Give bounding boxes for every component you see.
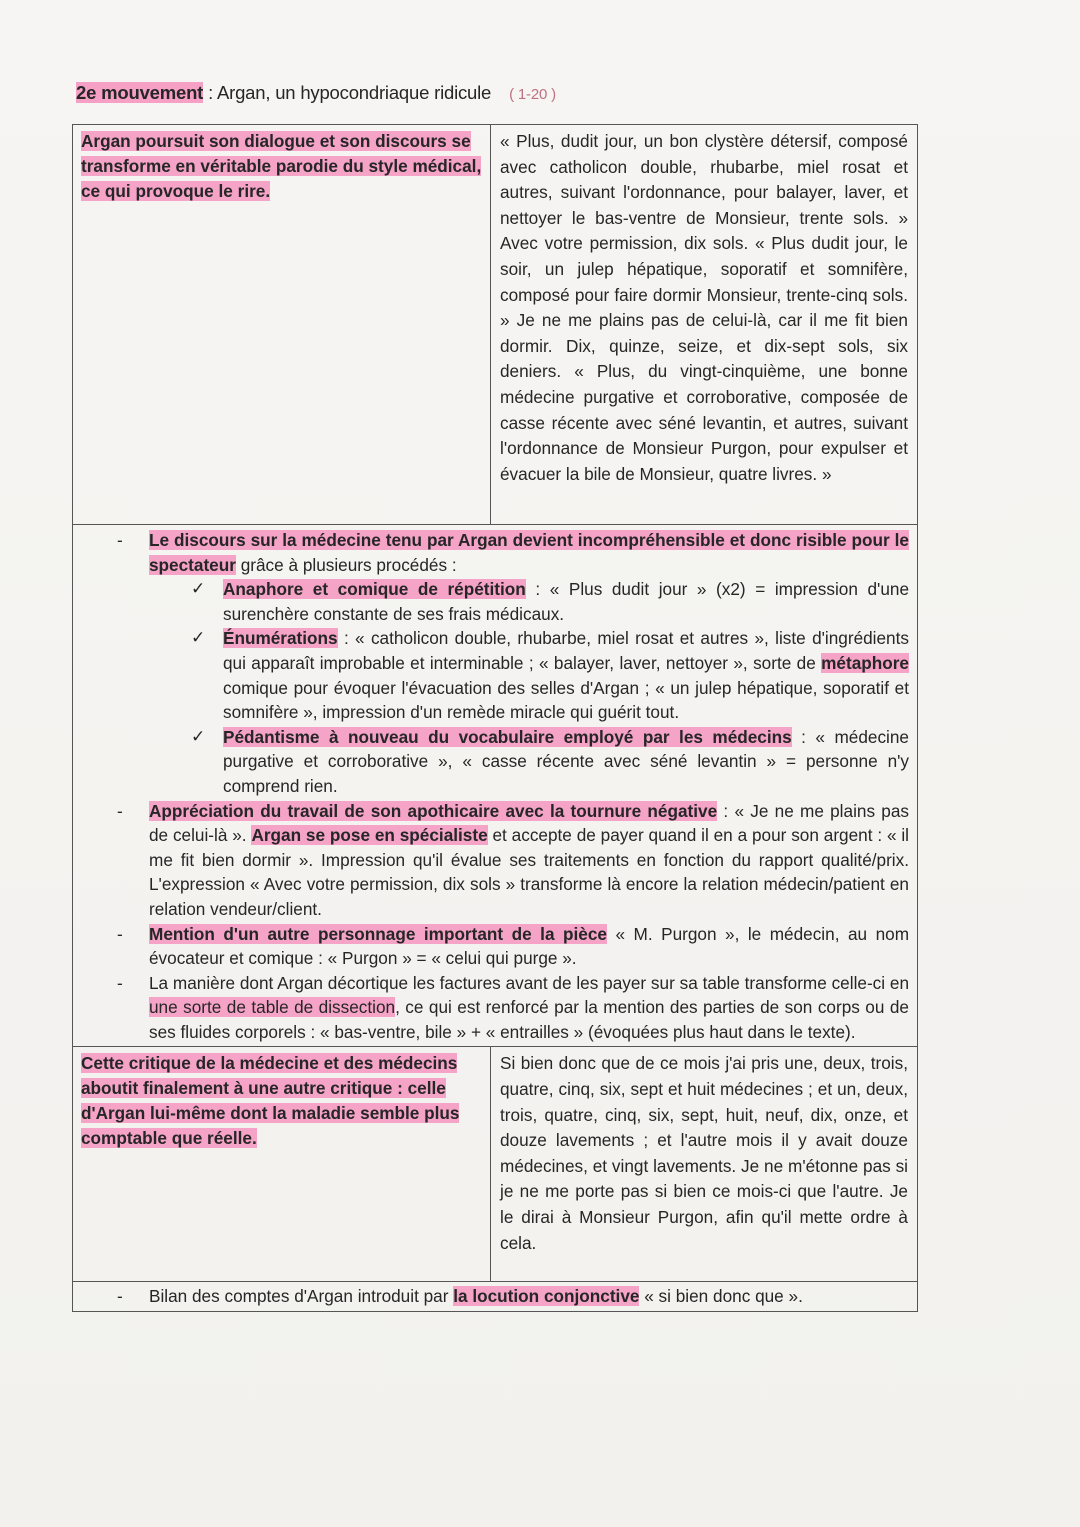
section-heading: Argan, un hypocondriaque ridicule	[216, 82, 492, 103]
table-row	[73, 1282, 917, 1311]
table-row	[73, 525, 917, 1047]
list-subitem: ✓ Anaphore et comique de répétition : « Plus dudit jour » (x2) = impression d'une surenchère constante de ses frais médicaux.	[191, 579, 910, 624]
section-label: 2e mouvement	[76, 82, 204, 103]
list-subitem: ✓ Pédantisme à nouveau du vocabulaire employé par les médecins : « médecine purgative et corroborative », « casse récente avec séné levantin » = personne n'y comprend rien.	[191, 726, 909, 796]
checkmark-icon: ✓	[191, 628, 206, 648]
analysis-list	[73, 525, 917, 1046]
list-item: - La manière dont Argan décortique les factures avant de les payer sur sa table transforme celle-ci en une sorte de table de dissection, ce qui est renforcé par la mention des parties de son corps ou de ses fluides corporels : « bas-ventre, bile » + « entrailles » (évoquées plus haut dans le texte).	[117, 972, 909, 1042]
quote-cell: « Plus, dudit jour, un bon clystère détersif, composé avec catholicon double, rhubarbe, miel rosat et autres, suivant l'ordonnance, pour balayer, laver, et nettoyer le bas-ventre de Monsieur, trente sols. » Avec votre permission, dix sols. « Plus dudit jour, le soir, un julep hépatique, soporatif et somnifère, composé pour faire dormir Monsieur, trente-cinq sols. » Je ne me plains pas de celui-là, car il me fit bien dormir. Dix, quinze, seize, et dix-sept sols, six deniers. « Plus, du vingt-cinquième, une bonne médecine purgative et corroborative, composée de casse récente avec séné levantin, et autres, suivant l'ordonnance de Monsieur Purgon, pour expulser et évacuer la bile de Monsieur, quatre livres. »	[500, 131, 908, 484]
table-row	[73, 1047, 917, 1282]
analysis-table	[72, 124, 918, 1312]
analysis-cell: Argan poursuit son dialogue et son discours se transforme en véritable parodie du style médical, ce qui provoque le rire.	[73, 125, 491, 524]
quote-cell: Si bien donc que de ce mois j'ai pris une, deux, trois, quatre, cinq, six, sept et huit médecines ; et un, deux, trois, quatre, cinq, six, sept, huit, neuf, dix, onze, et douze lavements ; et l'autre mois il y avait douze médecines, et vingt lavements. Je ne m'étonne pas si je ne me porte pas si bien ce mois-ci que l'autre. Je le dirai à Monsieur Purgon, afin qu'il mette ordre à cela.	[500, 1053, 908, 1253]
analysis-cell: Cette critique de la médecine et des médecins aboutit finalement à une autre critique : celle d'Argan lui-même dont la maladie semble plus comptable que réelle.	[73, 1047, 491, 1281]
table-row	[73, 125, 917, 525]
list-item: - Mention d'un autre personnage important de la pièce « M. Purgon », le médecin, au nom évocateur et comique : « Purgon » = « celui qui purge ».	[117, 923, 910, 969]
line-reference: ( 1-20 )	[509, 86, 556, 103]
analysis-list	[73, 1282, 917, 1311]
section-title: 2e mouvement : Argan, un hypocondriaque ridicule ( 1-20 )	[76, 82, 556, 103]
checkmark-icon: ✓	[191, 579, 206, 599]
list-item: - Le discours sur la médecine tenu par Argan devient incompréhensible et donc risible pour le spectateur grâce à plusieurs procédés :	[117, 530, 909, 575]
list-item: - Appréciation du travail de son apothicaire avec la tournure négative : « Je ne me plains pas de celui-là ». Argan se pose en spécialiste et accepte de payer quand il en a pour son argent : « il me fit bien dormir ». Impression qu'il évalue ses traitements en fonction du rapport qualité/prix. L'expression « Avec votre permission, dix sols » transforme là encore la relation médecin/patient en relation vendeur/client.	[117, 800, 909, 919]
list-subitem: ✓ Énumérations : « catholicon double, rhubarbe, miel rosat et autres », liste d'ingrédients qui apparaît improbable et interminable ; « balayer, laver, nettoyer », sorte de métaphore comique pour évoquer l'évacuation des selles d'Argan ; « un julep hépatique, soporatif et somnifère », impression d'un remède miracle qui guérit tout.	[191, 628, 909, 723]
checkmark-icon: ✓	[191, 726, 206, 746]
list-item: - Bilan des comptes d'Argan introduit par la locution conjonctive « si bien donc que ».	[117, 1286, 803, 1307]
